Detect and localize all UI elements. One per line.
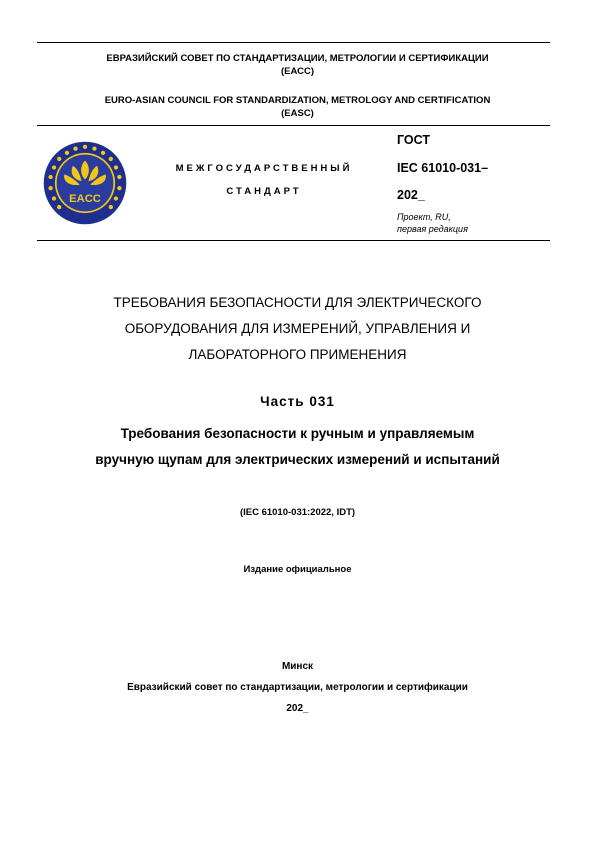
publication-year: 202_ <box>286 703 309 714</box>
publisher-block <box>0 656 595 719</box>
council-name-ru <box>0 52 595 78</box>
edition-note: Издание официальное <box>243 564 352 575</box>
draft-edition: первая редакция <box>397 224 468 234</box>
part-number: Часть 031 <box>260 394 335 409</box>
subtitle-line2: вручную щупам для электрических измерений и испытаний <box>95 452 500 467</box>
title-line1: ТРЕБОВАНИЯ БЕЗОПАСНОСТИ ДЛЯ ЭЛЕКТРИЧЕСКОГО <box>113 295 482 310</box>
standard-year: 202_ <box>397 188 425 202</box>
top-rule <box>37 42 550 43</box>
publisher-city: Минск <box>281 661 314 672</box>
council-name-ru-line1: ЕВРАЗИЙСКИЙ СОВЕТ ПО СТАНДАРТИЗАЦИИ, МЕТРОЛОГИИ И СЕРТИФИКАЦИИ <box>106 53 489 64</box>
iec-reference: (IEC 61010-031:2022, IDT) <box>239 507 356 518</box>
subtitle-line1: Требования безопасности к ручным и управляемым <box>120 426 475 441</box>
draft-status: Проект, RU, <box>397 212 451 222</box>
publisher-org: Евразийский совет по стандартизации, метрологии и сертификации <box>127 682 468 693</box>
council-name-en-line1: EURO-ASIAN COUNCIL FOR STANDARDIZATION, METROLOGY AND CERTIFICATION <box>104 95 491 106</box>
document-title <box>0 290 595 368</box>
title-line2: ОБОРУДОВАНИЯ ДЛЯ ИЗМЕРЕНИЙ, УПРАВЛЕНИЯ И <box>124 321 471 336</box>
standard-header <box>37 128 550 240</box>
standard-type-line1: МЕЖГОСУДАРСТВЕННЫЙ <box>175 163 353 174</box>
council-abbr-ru: (ЕАСС) <box>280 66 314 77</box>
easc-emblem-icon <box>42 140 128 226</box>
title-line3: ЛАБОРАТОРНОГО ПРИМЕНЕНИЯ <box>188 347 407 362</box>
council-name-en <box>0 94 595 120</box>
standard-type-line2: СТАНДАРТ <box>226 186 302 197</box>
gost-label: ГОСТ <box>397 133 430 147</box>
emblem-label: EACC <box>69 192 101 205</box>
header-bottom-rule <box>37 240 550 241</box>
standard-number: IEC 61010-031– <box>397 161 489 175</box>
header-rule <box>37 125 550 126</box>
council-abbr-en: (EASC) <box>281 108 314 119</box>
document-subtitle <box>0 421 595 473</box>
